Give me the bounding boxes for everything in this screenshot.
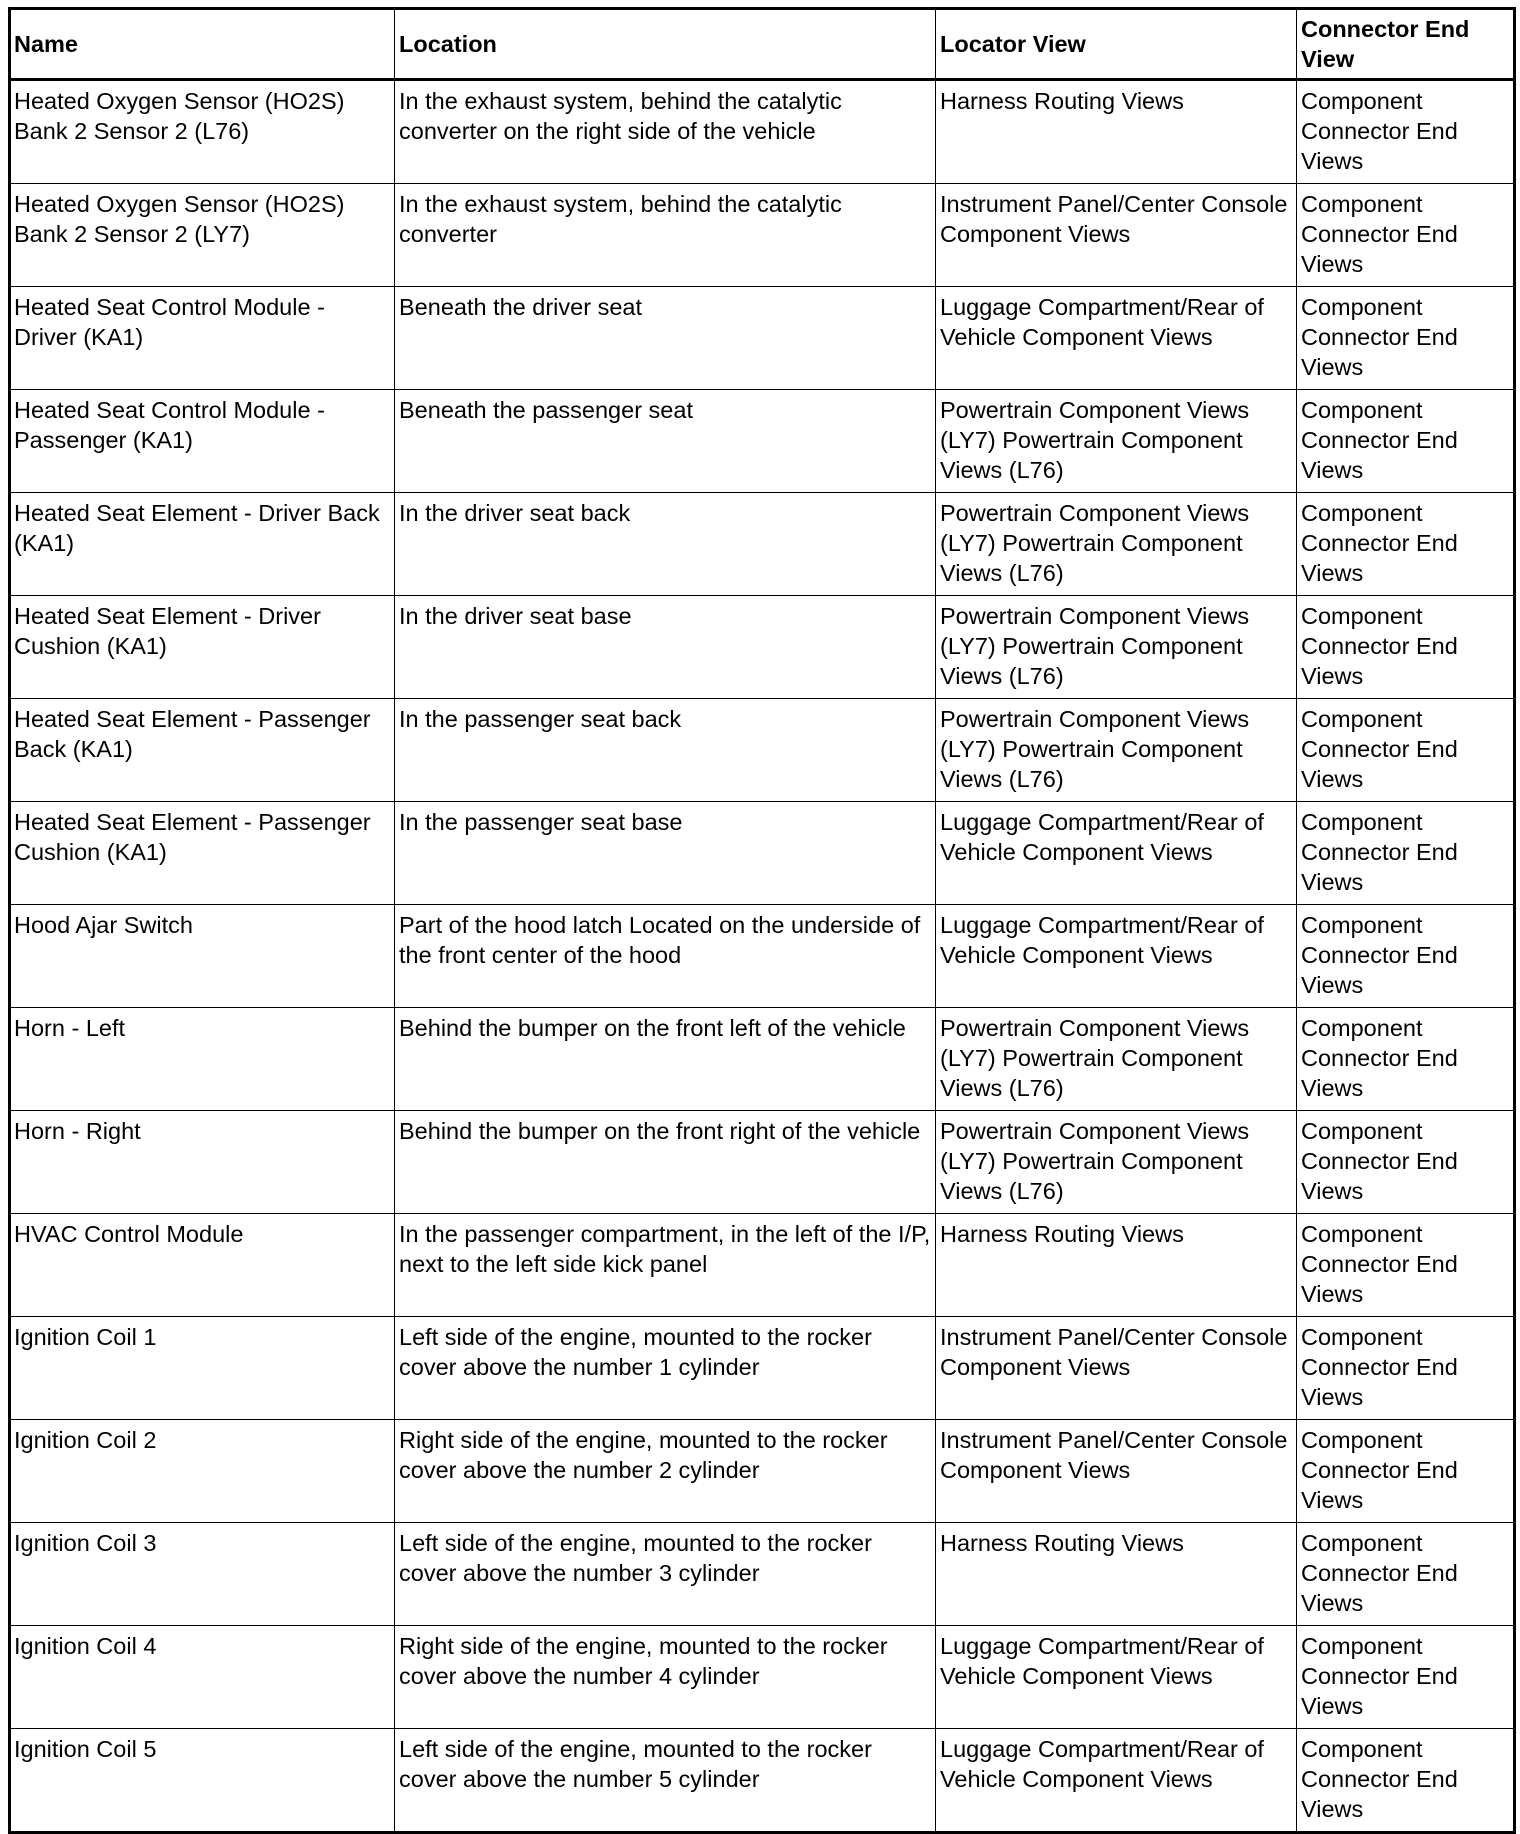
cell-connector-end-view: Component Connector End Views xyxy=(1297,699,1515,802)
cell-location: Left side of the engine, mounted to the rocker cover above the number 1 cylinder xyxy=(395,1317,936,1420)
cell-location: In the driver seat back xyxy=(395,493,936,596)
cell-locator-view: Powertrain Component Views (LY7) Powertrain Component Views (L76) xyxy=(936,390,1297,493)
cell-connector-end-view: Component Connector End Views xyxy=(1297,802,1515,905)
cell-name: Heated Seat Control Module - Passenger (KA1) xyxy=(10,390,395,493)
header-locator-view: Locator View xyxy=(936,9,1297,80)
cell-name: Heated Seat Element - Driver Cushion (KA1) xyxy=(10,596,395,699)
cell-name: Heated Seat Element - Passenger Back (KA1) xyxy=(10,699,395,802)
cell-location: Behind the bumper on the front left of the vehicle xyxy=(395,1008,936,1111)
cell-name: HVAC Control Module xyxy=(10,1214,395,1317)
header-location: Location xyxy=(395,9,936,80)
cell-location: Beneath the driver seat xyxy=(395,287,936,390)
cell-connector-end-view: Component Connector End Views xyxy=(1297,1729,1515,1833)
cell-name: Heated Seat Element - Driver Back (KA1) xyxy=(10,493,395,596)
cell-locator-view: Powertrain Component Views (LY7) Powertrain Component Views (L76) xyxy=(936,1008,1297,1111)
cell-name: Horn - Right xyxy=(10,1111,395,1214)
table-row xyxy=(10,1626,1515,1729)
cell-connector-end-view: Component Connector End Views xyxy=(1297,1523,1515,1626)
cell-locator-view: Instrument Panel/Center Console Component Views xyxy=(936,184,1297,287)
table-row xyxy=(10,1523,1515,1626)
cell-location: In the driver seat base xyxy=(395,596,936,699)
table-row xyxy=(10,802,1515,905)
cell-locator-view: Powertrain Component Views (LY7) Powertrain Component Views (L76) xyxy=(936,596,1297,699)
cell-locator-view: Luggage Compartment/Rear of Vehicle Component Views xyxy=(936,1729,1297,1833)
table-row xyxy=(10,905,1515,1008)
table-row xyxy=(10,287,1515,390)
cell-locator-view: Luggage Compartment/Rear of Vehicle Component Views xyxy=(936,1626,1297,1729)
cell-location: In the exhaust system, behind the catalytic converter xyxy=(395,184,936,287)
table-row xyxy=(10,1111,1515,1214)
cell-location: In the passenger seat base xyxy=(395,802,936,905)
cell-locator-view: Luggage Compartment/Rear of Vehicle Component Views xyxy=(936,287,1297,390)
table-header xyxy=(10,9,1515,80)
table-body xyxy=(10,80,1515,1833)
cell-connector-end-view: Component Connector End Views xyxy=(1297,1626,1515,1729)
cell-name: Ignition Coil 4 xyxy=(10,1626,395,1729)
cell-connector-end-view: Component Connector End Views xyxy=(1297,1214,1515,1317)
cell-locator-view: Powertrain Component Views (LY7) Powertrain Component Views (L76) xyxy=(936,1111,1297,1214)
cell-connector-end-view: Component Connector End Views xyxy=(1297,493,1515,596)
table-row xyxy=(10,1317,1515,1420)
cell-connector-end-view: Component Connector End Views xyxy=(1297,1317,1515,1420)
header-row xyxy=(10,9,1515,80)
table-row xyxy=(10,699,1515,802)
cell-connector-end-view: Component Connector End Views xyxy=(1297,596,1515,699)
cell-location: Left side of the engine, mounted to the rocker cover above the number 5 cylinder xyxy=(395,1729,936,1833)
cell-connector-end-view: Component Connector End Views xyxy=(1297,184,1515,287)
cell-location: Right side of the engine, mounted to the rocker cover above the number 2 cylinder xyxy=(395,1420,936,1523)
cell-locator-view: Luggage Compartment/Rear of Vehicle Component Views xyxy=(936,802,1297,905)
cell-connector-end-view: Component Connector End Views xyxy=(1297,1420,1515,1523)
table-row xyxy=(10,390,1515,493)
table-row xyxy=(10,184,1515,287)
cell-locator-view: Harness Routing Views xyxy=(936,1523,1297,1626)
cell-locator-view: Instrument Panel/Center Console Component Views xyxy=(936,1317,1297,1420)
cell-locator-view: Powertrain Component Views (LY7) Powertrain Component Views (L76) xyxy=(936,699,1297,802)
table-row xyxy=(10,80,1515,184)
cell-location: Behind the bumper on the front right of the vehicle xyxy=(395,1111,936,1214)
cell-connector-end-view: Component Connector End Views xyxy=(1297,1008,1515,1111)
cell-connector-end-view: Component Connector End Views xyxy=(1297,80,1515,184)
cell-locator-view: Luggage Compartment/Rear of Vehicle Component Views xyxy=(936,905,1297,1008)
cell-name: Ignition Coil 3 xyxy=(10,1523,395,1626)
header-name: Name xyxy=(10,9,395,80)
cell-locator-view: Harness Routing Views xyxy=(936,1214,1297,1317)
cell-locator-view: Harness Routing Views xyxy=(936,80,1297,184)
cell-name: Heated Seat Element - Passenger Cushion (KA1) xyxy=(10,802,395,905)
header-connector-end-view: Connector End View xyxy=(1297,9,1515,80)
cell-location: In the passenger compartment, in the left of the I/P, next to the left side kick panel xyxy=(395,1214,936,1317)
cell-connector-end-view: Component Connector End Views xyxy=(1297,390,1515,493)
cell-connector-end-view: Component Connector End Views xyxy=(1297,1111,1515,1214)
cell-name: Heated Oxygen Sensor (HO2S) Bank 2 Sensor 2 (L76) xyxy=(10,80,395,184)
cell-name: Horn - Left xyxy=(10,1008,395,1111)
table-row xyxy=(10,493,1515,596)
cell-locator-view: Instrument Panel/Center Console Component Views xyxy=(936,1420,1297,1523)
cell-location: In the passenger seat back xyxy=(395,699,936,802)
component-locator-table xyxy=(8,7,1516,1834)
cell-location: Left side of the engine, mounted to the rocker cover above the number 3 cylinder xyxy=(395,1523,936,1626)
cell-connector-end-view: Component Connector End Views xyxy=(1297,287,1515,390)
cell-name: Heated Seat Control Module - Driver (KA1) xyxy=(10,287,395,390)
table-row xyxy=(10,1729,1515,1833)
cell-location: Right side of the engine, mounted to the rocker cover above the number 4 cylinder xyxy=(395,1626,936,1729)
cell-location: Part of the hood latch Located on the underside of the front center of the hood xyxy=(395,905,936,1008)
cell-name: Ignition Coil 1 xyxy=(10,1317,395,1420)
cell-connector-end-view: Component Connector End Views xyxy=(1297,905,1515,1008)
cell-location: Beneath the passenger seat xyxy=(395,390,936,493)
table-row xyxy=(10,1008,1515,1111)
table-row xyxy=(10,1214,1515,1317)
cell-location: In the exhaust system, behind the catalytic converter on the right side of the vehicle xyxy=(395,80,936,184)
cell-name: Ignition Coil 5 xyxy=(10,1729,395,1833)
table-row xyxy=(10,596,1515,699)
table-row xyxy=(10,1420,1515,1523)
cell-name: Hood Ajar Switch xyxy=(10,905,395,1008)
cell-name: Ignition Coil 2 xyxy=(10,1420,395,1523)
cell-locator-view: Powertrain Component Views (LY7) Powertrain Component Views (L76) xyxy=(936,493,1297,596)
cell-name: Heated Oxygen Sensor (HO2S) Bank 2 Sensor 2 (LY7) xyxy=(10,184,395,287)
